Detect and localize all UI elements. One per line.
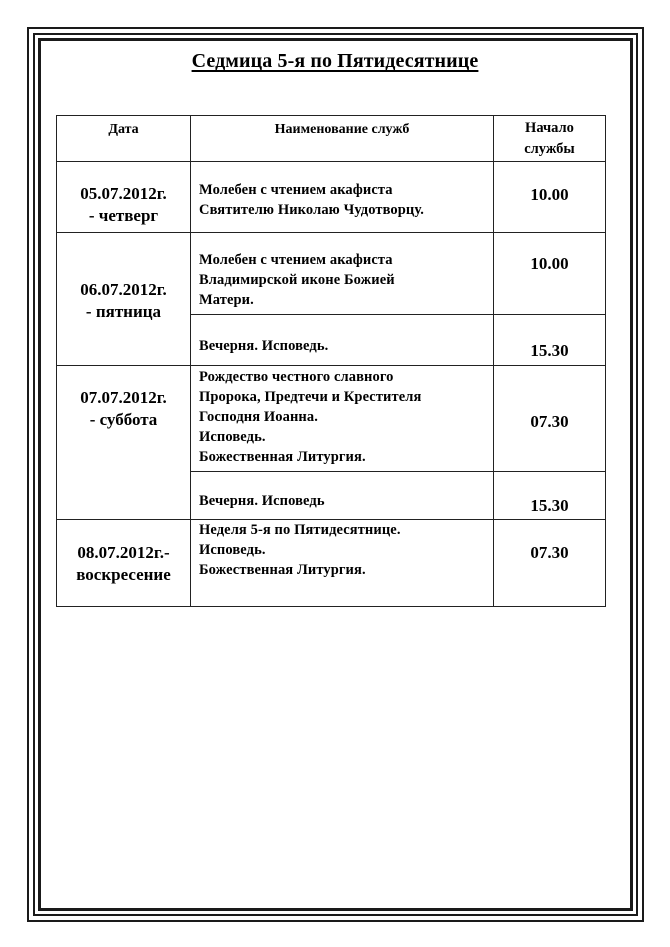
service-line: Неделя 5-я по Пятидесятнице. xyxy=(199,522,401,538)
time-cell xyxy=(494,315,606,366)
date-value: 06.07.2012г. xyxy=(80,280,167,299)
date-cell xyxy=(57,520,191,607)
service-line: Святителю Николаю Чудотворцу. xyxy=(199,202,424,218)
header-time-line1: Начало xyxy=(525,120,574,136)
table-row xyxy=(57,233,606,315)
weekday-value: - суббота xyxy=(89,410,158,429)
schedule-table xyxy=(56,115,606,607)
document-title: Седмица 5-я по Пятидесятнице xyxy=(191,50,479,72)
service-line: Пророка, Предтечи и Крестителя xyxy=(199,389,422,405)
time-value: 15.30 xyxy=(530,496,569,515)
table-row xyxy=(57,520,606,607)
service-line: Господня Иоанна. xyxy=(199,409,318,425)
service-cell xyxy=(191,162,494,233)
date-cell xyxy=(57,233,191,366)
time-cell xyxy=(494,162,606,233)
service-line: Божественная Литургия. xyxy=(199,449,366,465)
service-cell xyxy=(191,233,494,315)
table-header-row xyxy=(57,116,606,162)
service-cell xyxy=(191,366,494,472)
weekday-value: - пятница xyxy=(85,302,162,321)
header-time-line2: службы xyxy=(524,141,575,157)
header-time xyxy=(494,116,606,162)
service-line: Матери. xyxy=(199,292,254,308)
service-line: Божественная Литургия. xyxy=(199,562,366,578)
time-value: 10.00 xyxy=(530,254,569,273)
date-value: 07.07.2012г. xyxy=(80,388,167,407)
service-line: Молебен с чтением акафиста xyxy=(199,182,393,198)
header-service: Наименование служб xyxy=(191,116,494,162)
date-cell xyxy=(57,366,191,520)
service-line: Вечерня. Исповедь. xyxy=(199,338,329,354)
time-cell xyxy=(494,366,606,472)
table-row xyxy=(57,366,606,472)
service-line: Исповедь. xyxy=(199,429,266,445)
time-value: 15.30 xyxy=(530,341,569,360)
date-value: 08.07.2012г.- xyxy=(77,543,170,562)
table-row xyxy=(57,162,606,233)
time-value: 07.30 xyxy=(530,412,569,431)
header-date: Дата xyxy=(57,116,191,162)
service-cell xyxy=(191,315,494,366)
weekday-value: воскресение xyxy=(76,565,171,584)
time-cell xyxy=(494,472,606,520)
service-cell xyxy=(191,472,494,520)
service-cell xyxy=(191,520,494,607)
date-value: 05.07.2012г. xyxy=(80,184,167,203)
time-cell xyxy=(494,520,606,607)
service-line: Владимирской иконе Божией xyxy=(199,272,395,288)
weekday-value: - четверг xyxy=(88,206,159,225)
time-value: 10.00 xyxy=(530,185,569,204)
date-cell xyxy=(57,162,191,233)
service-line: Молебен с чтением акафиста xyxy=(199,252,393,268)
service-line: Исповедь. xyxy=(199,542,266,558)
service-line: Вечерня. Исповедь xyxy=(199,493,325,509)
time-value: 07.30 xyxy=(530,543,569,562)
time-cell xyxy=(494,233,606,315)
service-line: Рождество честного славного xyxy=(199,369,394,385)
